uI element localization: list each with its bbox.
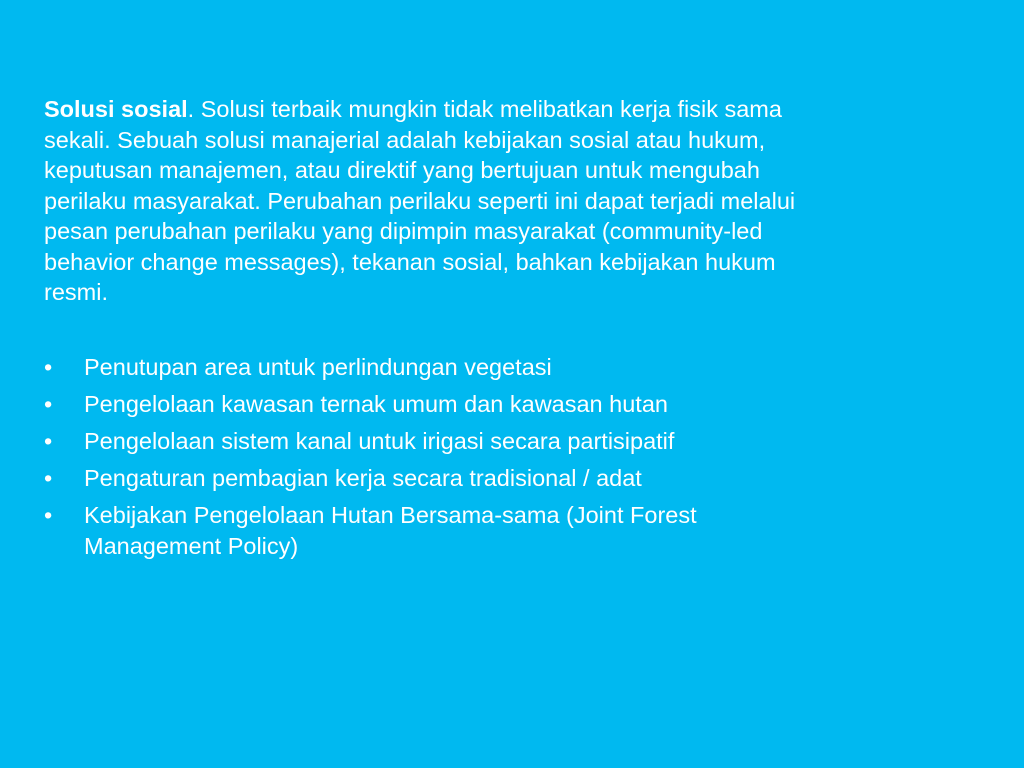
bullet-text: Management Policy): [84, 533, 299, 559]
paragraph-line: resmi.: [44, 279, 108, 305]
bullet-item: [44, 389, 994, 420]
bullet-dot-icon: •: [44, 391, 53, 417]
bullet-item: [44, 500, 994, 562]
bullet-text: Pengaturan pembagian kerja secara tradisional / adat: [84, 465, 642, 491]
paragraph-line: keputusan manajemen, atau direktif yang bertujuan untuk mengubah: [44, 157, 760, 183]
bullet-text: Pengelolaan sistem kanal untuk irigasi secara partisipatif: [84, 428, 675, 454]
bullet-text: Pengelolaan kawasan ternak umum dan kawasan hutan: [84, 391, 668, 417]
bullet-list: [44, 352, 994, 568]
bullet-dot-icon: •: [44, 354, 53, 380]
bullet-dot-icon: •: [44, 465, 53, 491]
bullet-item: [44, 426, 994, 457]
bullet-dot-icon: •: [44, 428, 53, 454]
slide-content: [44, 94, 994, 559]
bullet-item: [44, 463, 994, 494]
paragraph-line: sekali. Sebuah solusi manajerial adalah kebijakan sosial atau hukum,: [44, 126, 766, 153]
bullet-text: Penutupan area untuk perlindungan vegetasi: [84, 354, 552, 380]
bullet-item: [44, 352, 994, 383]
paragraph-lead-bold: Solusi sosial: [44, 96, 188, 122]
paragraph-line: perilaku masyarakat. Perubahan perilaku seperti ini dapat terjadi melalui: [44, 187, 796, 214]
bullet-dot-icon: •: [44, 502, 53, 528]
paragraph-line: [44, 94, 994, 125]
paragraph-line-text: . Solusi terbaik mungkin tidak melibatkan kerja fisik sama: [187, 96, 782, 122]
paragraph-line: pesan perubahan perilaku yang dipimpin masyarakat (community-led: [44, 218, 763, 244]
bullet-text: Kebijakan Pengelolaan Hutan Bersama-sama (Joint Forest: [84, 502, 697, 528]
paragraph-line: behavior change messages), tekanan sosial, bahkan kebijakan hukum: [44, 248, 776, 275]
intro-paragraph: [44, 94, 994, 308]
